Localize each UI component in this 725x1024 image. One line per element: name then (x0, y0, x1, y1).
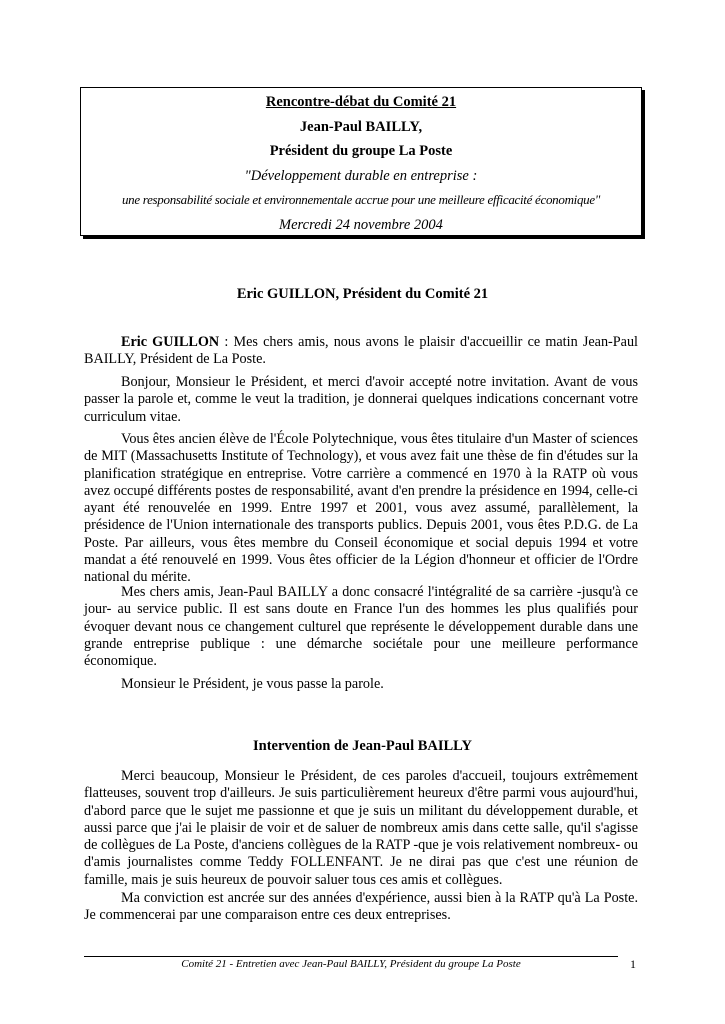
section-title-guillon: Eric GUILLON, Président du Comité 21 (236, 286, 489, 302)
paragraph: Bonjour, Monsieur le Président, et merci d'avoir accepté notre invitation. Avant de vous passer la parole et, comme le veut la tradition, je donnerai quelques indications concernant votre curriculum vitae. (84, 374, 638, 425)
paragraph (84, 334, 638, 369)
paragraph: Ma conviction est ancrée sur des années d'expérience, aussi bien à la RATP qu'à La Poste. Je commencerai par une comparaison entre ces deux entreprises. (84, 890, 638, 924)
footer-divider (84, 956, 618, 957)
footer-text: Comité 21 - Entretien avec Jean-Paul BAILLY, Président du groupe La Poste (181, 958, 521, 970)
paragraph: Monsieur le Président, je vous passe la parole. (121, 676, 384, 692)
event-header-box (80, 87, 642, 236)
paragraph: Vous êtes ancien élève de l'École Polytechnique, vous êtes titulaire d'un Master of sciences de MIT (Massachusetts Institute of Technology), et vous avez fait une thèse de fin d'études sur la planification stratégique en entreprise. Votre carrière a commencé en 1970 à la RATP où vous avez occupé différents postes de responsabilité, avant d'en prendre la présidence en 1994, celle-ci ayant été renouvelée en 1999. Entre 1997 et 2001, vous avez assumé, parallèlement, la présidence de l'Union internationale des transports publics. Depuis 2001, vous êtes P.D.G. de La Poste. Par ailleurs, vous êtes membre du Conseil économique et social depuis 1994 et votre mandat a été renouvelé en 1999. Vous êtes officier de la Légion d'honneur et officier de l'Ordre national du mérite. (84, 431, 638, 586)
page-number: 1 (630, 957, 636, 971)
paragraph: Mes chers amis, Jean-Paul BAILLY a donc consacré l'intégralité de sa carrière -jusqu'à ce jour- au service public. Il est sans doute en France l'un des hommes les plus qualifiés pour évoquer devant nous ce changement culturel que représente le développement durable dans une grande entreprise publique : une démarche sociétale pour une meilleure performance économique. (84, 584, 638, 670)
talk-title: "Développement durable en entreprise : (244, 167, 478, 184)
speaker-label: Eric GUILLON (121, 334, 220, 350)
section-title-bailly: Intervention de Jean-Paul BAILLY (252, 738, 472, 754)
paragraph-text: : Mes chers amis, nous avons le plaisir d'accueillir ce matin Jean-Paul BAILLY, Président de La Poste. (84, 334, 638, 368)
speaker-role: Président du groupe La Poste (269, 143, 453, 159)
talk-subtitle: une responsabilité sociale et environnementale accrue pour une meilleure efficacité économique" (121, 192, 601, 207)
speaker-name: Jean-Paul BAILLY, (299, 118, 423, 135)
event-title: Rencontre-débat du Comité 21 (265, 94, 457, 110)
event-date: Mercredi 24 novembre 2004 (279, 216, 443, 233)
paragraph: Merci beaucoup, Monsieur le Président, de ces paroles d'accueil, toujours extrêmement flatteuses, souvent trop d'ailleurs. Je suis particulièrement heureux d'être parmi vous aujourd'hui, d'abord parce que le sujet me passionne et que je suis un militant du développement durable, et aussi parce que j'ai le plaisir de voir et de saluer de nombreux amis dans cette salle, qu'il s'agisse de collègues de La Poste, d'anciens collègues de la RATP -que je vois relativement nombreux- ou d'amis journalistes comme Teddy FOLLENFANT. Je ne dirai pas que c'est une réunion de famille, mais je suis heureux de pouvoir saluer tous ces amis et collègues. (84, 768, 638, 888)
